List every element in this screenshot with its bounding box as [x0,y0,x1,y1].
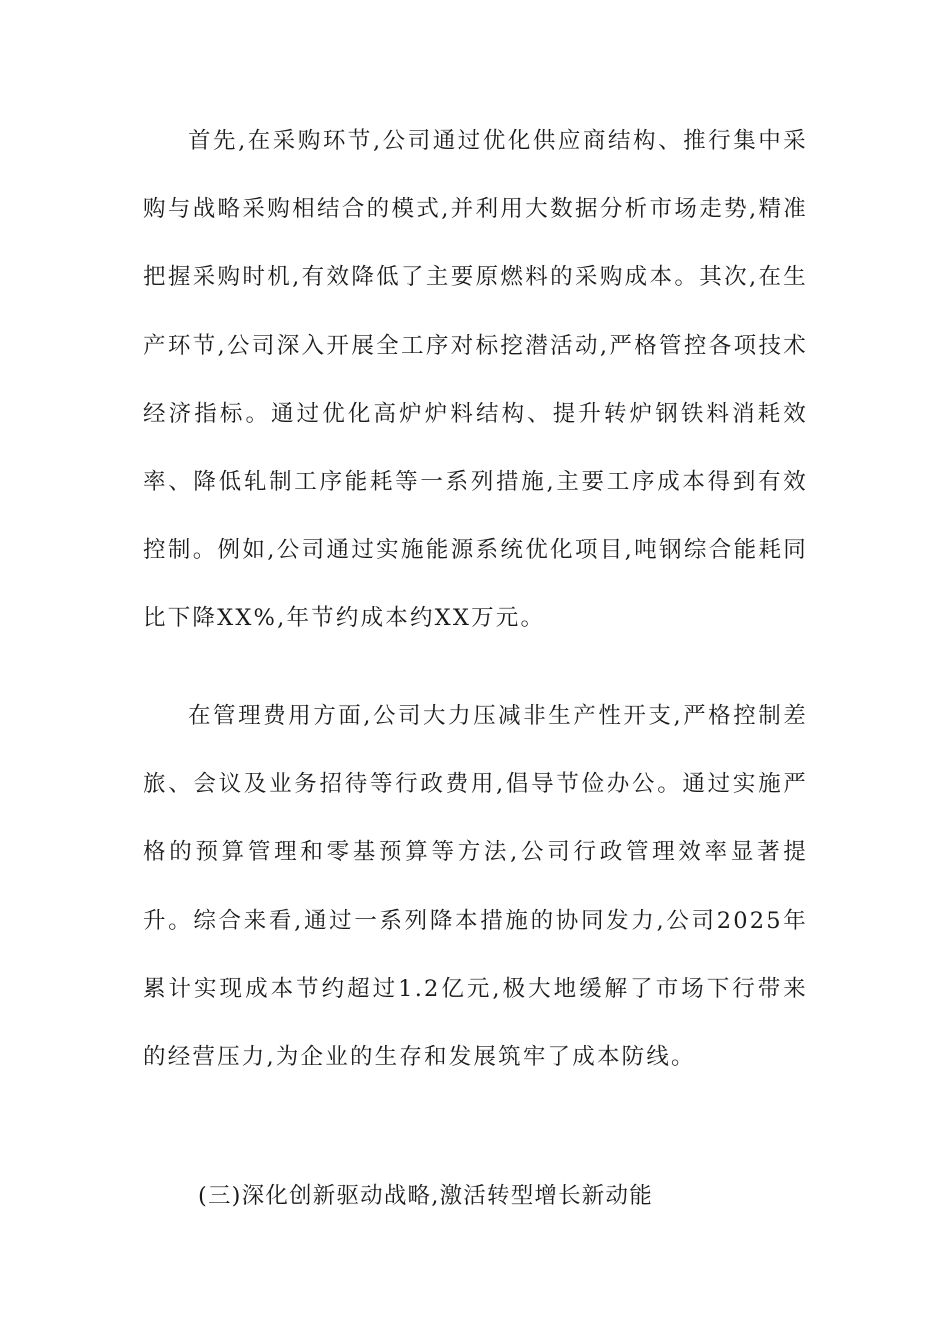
body-paragraph-cost-reduction-procurement-production: 首先,在采购环节,公司通过优化供应商结构、推行集中采购与战略采购相结合的模式,并利用大数据分析市场走势,精准把握采购时机,有效降低了主要原燃料的采购成本。其次,在生产环节,公司深入开展全工序对标挖潜活动,严格管控各项技术经济指标。通过优化高炉炉料结构、提升转炉钢铁料消耗效率、降低轧制工序能耗等一系列措施,主要工序成本得到有效控制。例如,公司通过实施能源系统优化项目,吨钢综合能耗同比下降XX%,年节约成本约XX万元。 [143,128,808,632]
body-paragraph-management-expenses: 在管理费用方面,公司大力压减非生产性开支,严格控制差旅、会议及业务招待等行政费用,倡导节俭办公。通过实施严格的预算管理和零基预算等方法,公司行政管理效率显著提升。综合来看,通过一系列降本措施的协同发力,公司2025年累计实现成本节约超过1.2亿元,极大地缓解了市场下行带来的经营压力,为企业的生存和发展筑牢了成本防线。 [143,703,808,1071]
section-heading: (三)深化创新驱动战略,激活转型增长新动能 [198,1183,653,1209]
